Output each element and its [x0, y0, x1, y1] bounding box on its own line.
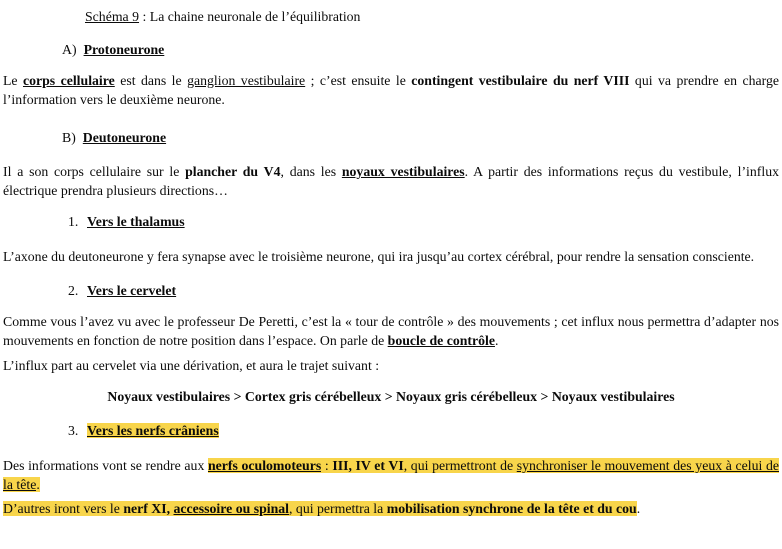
- paragraph-oculomoteurs: [3, 456, 779, 494]
- text-run-bold-underline: noyaux vestibulaires: [341, 164, 465, 179]
- heading-1-text: Vers le thalamus: [87, 214, 185, 229]
- text-run-highlight: , qui permettront de: [403, 458, 517, 473]
- text-run: ; c’est ensuite le: [305, 73, 412, 88]
- text-run: Des informations vont se rendre aux: [3, 458, 208, 473]
- paragraph-derivation: L’influx part au cervelet via une dérivation, et aura le trajet suivant :: [3, 358, 380, 373]
- heading-1-thalamus: [3, 212, 779, 231]
- text-run: Comme vous l’avez vu avec le professeur De Peretti, c’est la « tour de contrôle » des mouvements ; cet influx nous permettra d’adapter nos mouvements en fonction de notre position dans l’espace. On parle de: [3, 314, 779, 348]
- text-run: Le: [3, 73, 23, 88]
- heading-3-nerfs-craniens: [3, 421, 779, 440]
- text-run-highlight: .: [36, 477, 40, 492]
- text-run: est dans le: [114, 73, 188, 88]
- paragraph-protoneurone: [3, 71, 779, 109]
- text-run-bold-underline: corps cellulaire: [22, 73, 115, 88]
- pathway-line: Noyaux vestibulaires > Cortex gris cérébelleux > Noyaux gris cérébelleux > Noyaux vestibulaires: [107, 389, 675, 404]
- text-run: Il a son corps cellulaire sur le: [3, 164, 186, 179]
- heading-b-text: Deutoneurone: [82, 130, 167, 145]
- heading-1-label: 1.: [68, 214, 79, 229]
- text-run-underline: ganglion vestibulaire: [187, 73, 306, 88]
- text-run-bold-highlight: III, IV et VI: [332, 458, 404, 473]
- heading-2-label: 2.: [68, 283, 79, 298]
- text-run-bold-underline-highlight: accessoire ou spinal: [173, 501, 290, 516]
- paragraph-deutoneurone: [3, 162, 779, 200]
- text-run-highlight: [170, 501, 173, 516]
- heading-2-cervelet: [3, 281, 779, 300]
- heading-b-deutoneurone: [3, 128, 779, 147]
- text-run-bold-highlight: nerf XI,: [123, 501, 171, 516]
- heading-b-label: B): [62, 130, 76, 145]
- text-run-highlight: D’autres iront vers le: [3, 501, 124, 516]
- text-run-bold: contingent vestibulaire du nerf VIII: [411, 73, 630, 88]
- heading-3-text: Vers les nerfs crâniens: [87, 423, 219, 438]
- text-run-underline-highlight: synchroniser le mouvement des yeux à celui de la tête: [3, 458, 779, 492]
- heading-2-text: Vers le cervelet: [87, 283, 177, 298]
- text-run-bold-underline: boucle de contrôle: [387, 333, 495, 348]
- paragraph-thalamus: L’axone du deutoneurone y fera synapse avec le troisième neurone, qui ira jusqu’au cortex cérébral, pour rendre la sensation consciente.: [3, 249, 755, 264]
- title-separator: :: [139, 9, 150, 24]
- page-title: [3, 7, 779, 26]
- heading-a-text: Protoneurone: [83, 42, 165, 57]
- heading-3-label: 3.: [68, 423, 79, 438]
- text-run: . A partir des informations reçus du vestibule, l’influx électrique prendra plusieurs directions…: [3, 164, 780, 198]
- text-run: .: [494, 333, 499, 348]
- heading-a-label: A): [62, 42, 77, 57]
- text-run: .: [636, 501, 641, 516]
- paragraph-nerf-xi: [3, 499, 779, 518]
- text-run: , dans les: [280, 164, 342, 179]
- text-run-bold: plancher du V4: [185, 164, 281, 179]
- heading-a-protoneurone: [3, 40, 779, 59]
- text-run-bold-highlight: mobilisation synchrone de la tête et du cou: [386, 501, 637, 516]
- title-text: La chaine neuronale de l’équilibration: [149, 9, 361, 24]
- paragraph-cervelet: [3, 312, 779, 350]
- text-run-highlight: :: [321, 458, 333, 473]
- text-run: qui va prendre en charge l’information vers le deuxième neurone.: [3, 73, 779, 107]
- text-run-bold-underline-highlight: nerfs oculomoteurs: [207, 458, 322, 473]
- title-schema-label: Schéma 9: [85, 9, 140, 24]
- text-run-highlight: , qui permettra la: [289, 501, 387, 516]
